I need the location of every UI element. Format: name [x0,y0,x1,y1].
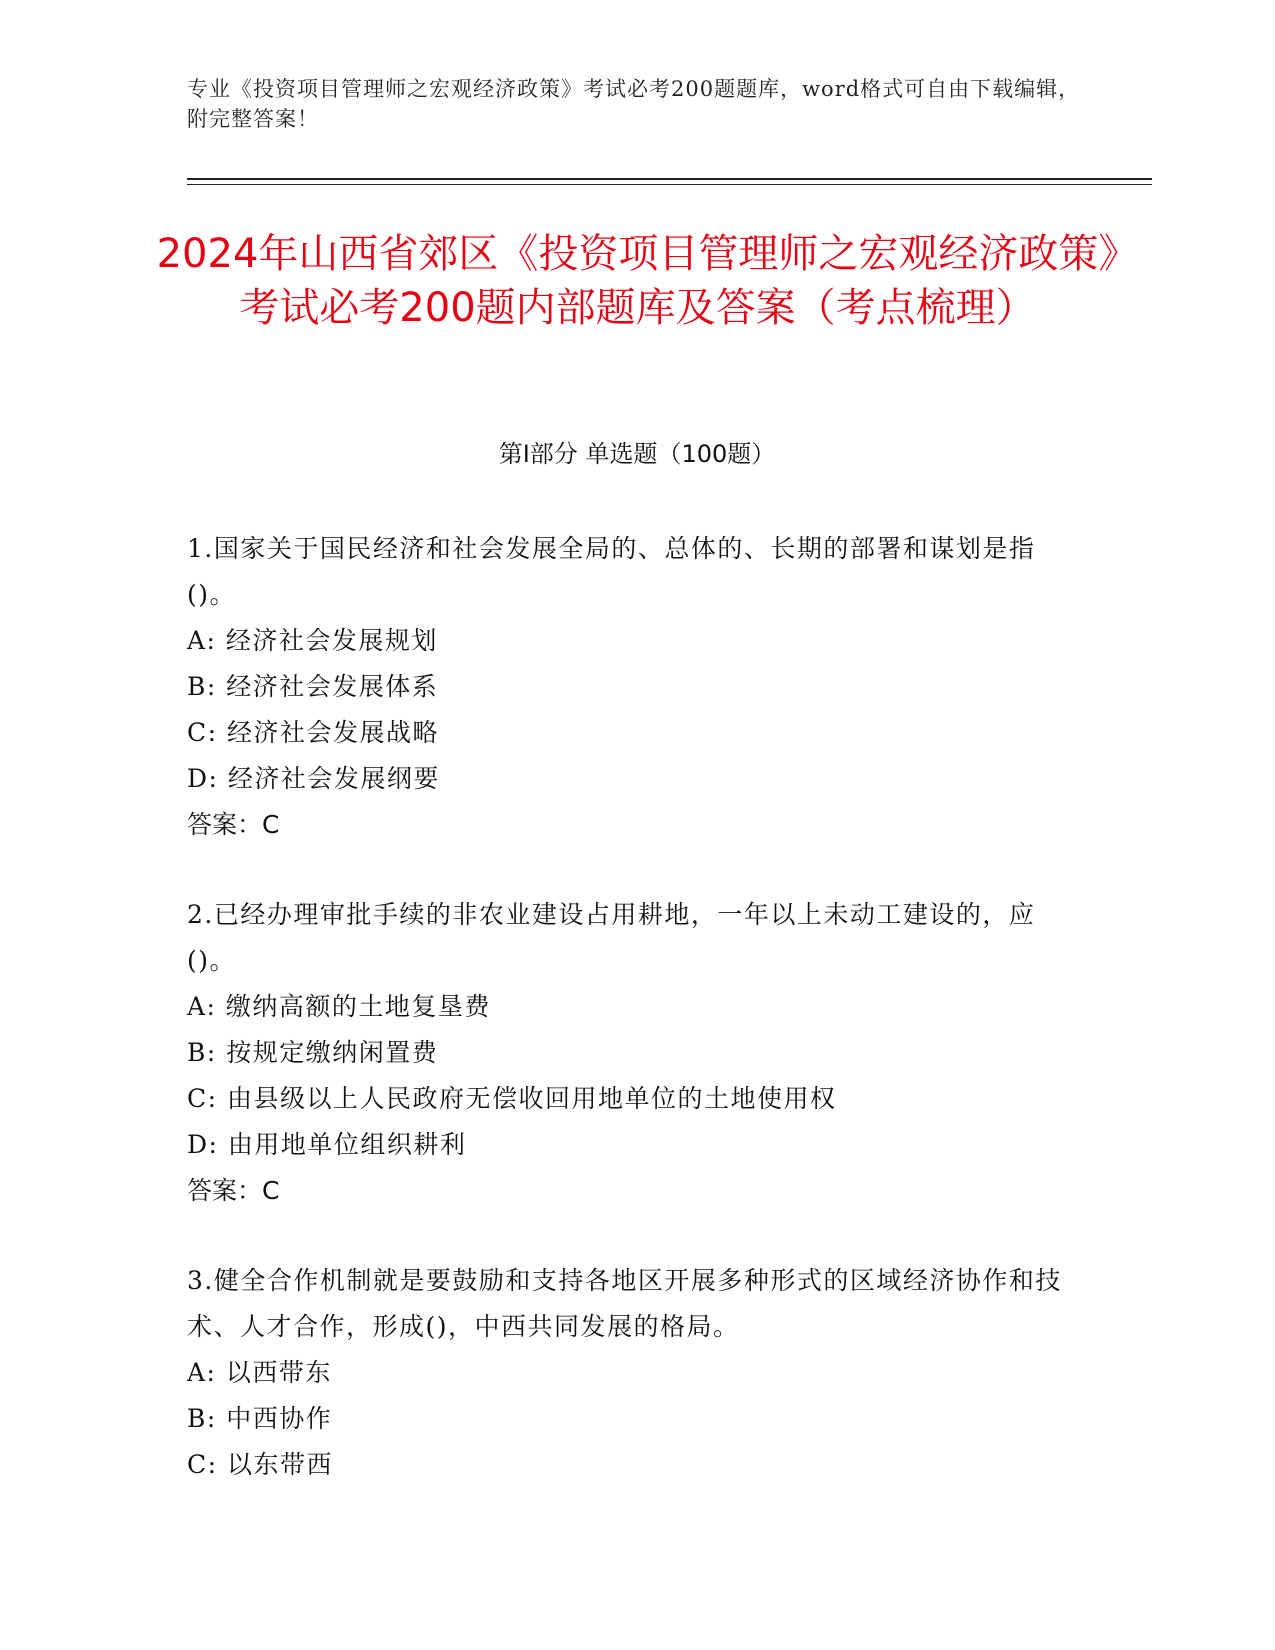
question-2 [187,892,1067,1214]
option-b: B: 经济社会发展体系 [187,672,439,701]
option-c: C: 以东带西 [187,1450,333,1479]
option-b: B: 中西协作 [187,1404,333,1433]
option-a: A: 缴纳高额的土地复垦费 [187,992,491,1021]
option-c: C: 经济社会发展战略 [187,718,439,747]
question-3 [187,1258,1067,1488]
header-note: 专业《投资项目管理师之宏观经济政策》考试必考200题题库，word格式可自由下载编辑，附完整答案！ [187,77,1081,131]
option-d: D: 经济社会发展纲要 [187,764,440,793]
answer: 答案：C [187,810,280,839]
question-1 [187,526,1067,848]
header-divider-thick [187,178,1152,180]
option-d: D: 由用地单位组织耕利 [187,1130,467,1159]
option-a: A: 经济社会发展规划 [187,626,438,655]
option-c: C: 由县级以上人民政府无偿收回用地单位的土地使用权 [187,1084,837,1113]
question-stem: 1.国家关于国民经济和社会发展全局的、总体的、长期的部署和谋划是指()。 [187,534,1036,609]
header-divider-thin [187,184,1152,185]
question-stem: 2.已经办理审批手续的非农业建设占用耕地，一年以上未动工建设的，应()。 [187,900,1036,975]
option-a: A: 以西带东 [187,1358,332,1387]
section-title: 第I部分 单选题（100题） [498,440,776,468]
answer: 答案：C [187,1176,280,1205]
option-b: B: 按规定缴纳闲置费 [187,1038,439,1067]
question-list [187,526,1067,1532]
question-stem: 3.健全合作机制就是要鼓励和支持各地区开展多种形式的区域经济协作和技术、人才合作，形成()，中西共同发展的格局。 [187,1266,1062,1341]
document-title: 2024年山西省郊区《投资项目管理师之宏观经济政策》考试必考200题内部题库及答案（考点梳理） [156,231,1119,331]
